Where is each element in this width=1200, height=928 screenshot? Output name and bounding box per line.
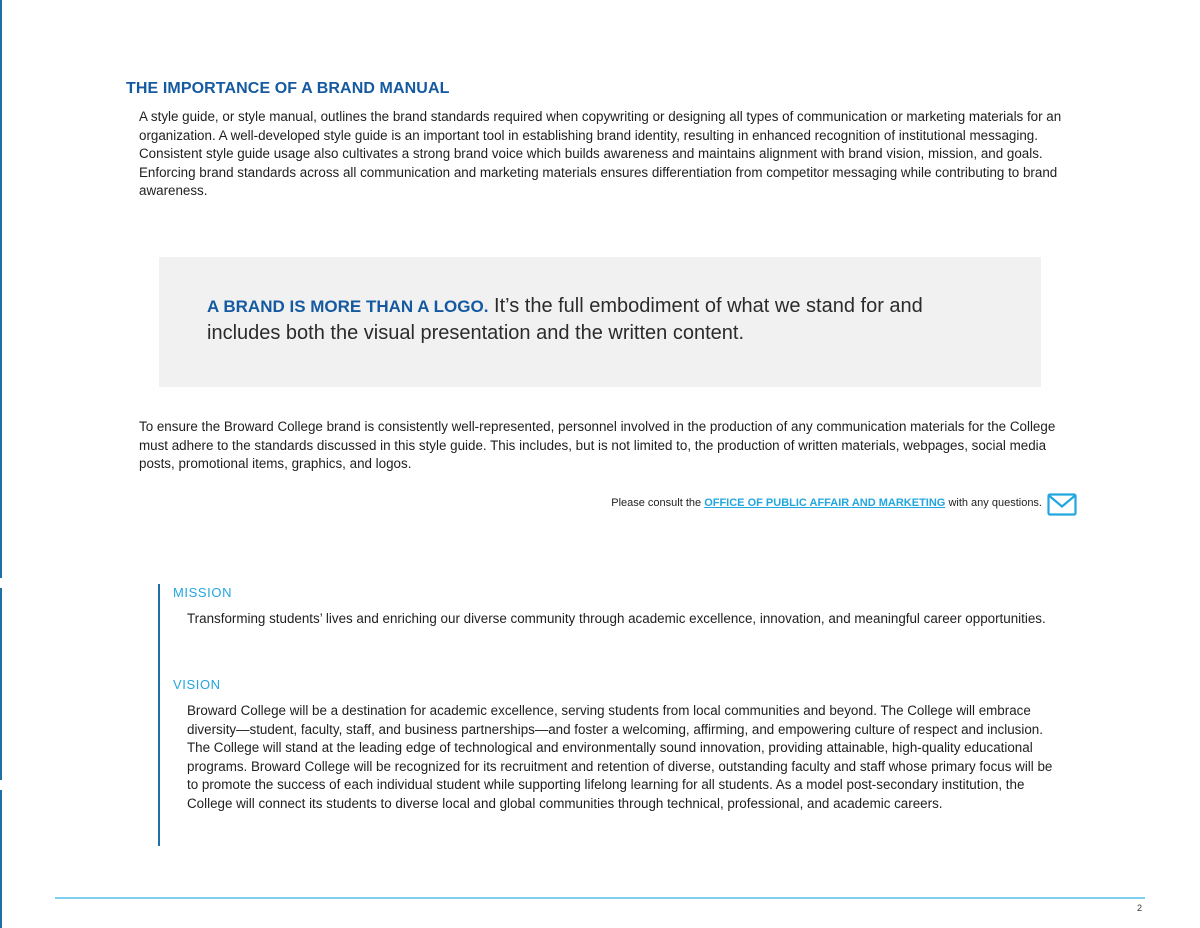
brand-callout-box [159,257,1041,387]
callout-lead: A BRAND IS MORE THAN A LOGO. [207,297,489,316]
contact-suffix: with any questions. [948,497,1042,509]
vision-body: Broward College will be a destination for academic excellence, serving students from local communities and beyond. The College will embrace diversity—student, faculty, staff, and business partnerships—and foster a welcoming, affirming, and empowering culture of respect and inclusion. The College will stand at the leading edge of technological and environmentally sound innovation, providing attainable, high-quality educational programs. Broward College will be recognized for its recruitment and retention of diverse, outstanding faculty and staff whose primary focus will be to promote the success of each individual student while supporting lifelong learning for all students. As a model post-secondary institution, the College will connect its students to diverse local and global communities through technical, professional, and academic careers. [187,703,1053,811]
callout-body: It’s the full embodiment of what we stand for and includes both the visual presentation and the written content. [207,295,923,344]
mission-heading: MISSION [173,585,233,600]
contact-line [611,497,1042,509]
contact-prefix: Please consult the [611,497,702,509]
left-rule-gap [0,780,2,790]
left-rule-gap [0,578,2,588]
page-number: 2 [1137,903,1143,913]
vision-heading: VISION [173,677,221,692]
intro-paragraph: A style guide, or style manual, outlines the brand standards required when copywriting or designing all types of communication or marketing materials for an organization. A well-developed style guide is an important tool in establishing brand identity, resulting in enhanced recognition of institutional messaging. Consistent style guide usage also cultivates a strong brand voice which builds awareness and maintains alignment with brand vision, mission, and goals. Enforcing brand standards across all communication and marketing materials ensures differentiation from competitor messaging while contributing to brand awareness. [139,109,1062,199]
callout-text [207,293,997,347]
footer-rule [55,897,1145,899]
office-contact-link[interactable]: OFFICE OF PUBLIC AFFAIR AND MARKETING [704,497,946,509]
mission-vision-rule [158,584,160,846]
section-title: THE IMPORTANCE OF A BRAND MANUAL [126,80,450,97]
mail-icon[interactable] [1047,493,1077,516]
standards-paragraph: To ensure the Broward College brand is consistently well-represented, personnel involved in the production of any communication materials for the College must adhere to the standards discussed in this style guide. This includes, but is not limited to, the production of written materials, webpages, social media posts, promotional items, graphics, and logos. [139,419,1056,472]
mission-body: Transforming students’ lives and enriching our diverse community through academic excellence, innovation, and meaningful career opportunities. [187,611,1046,626]
